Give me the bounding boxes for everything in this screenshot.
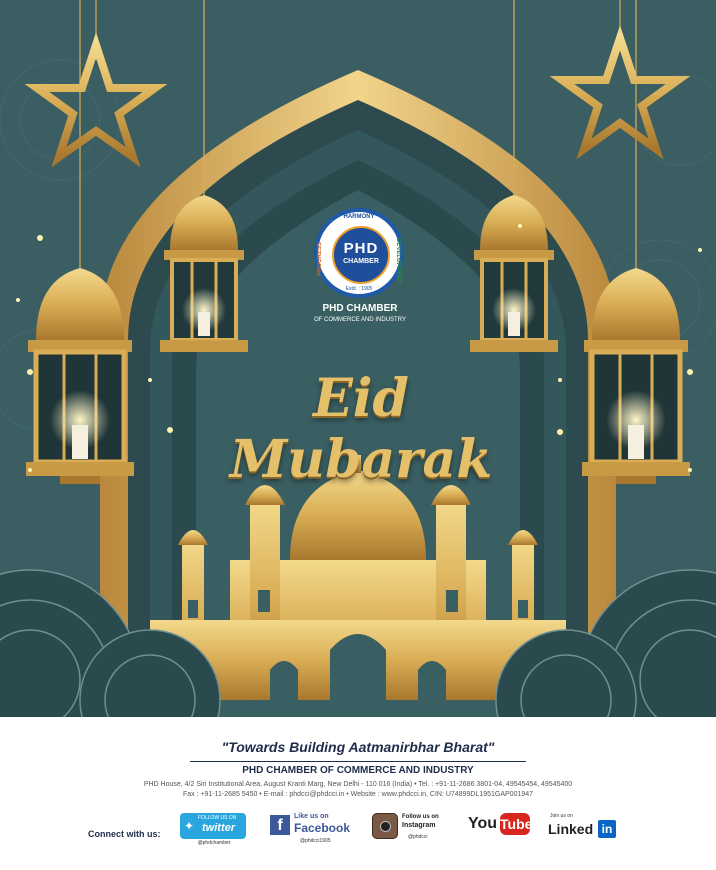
twitter-bird-icon: ✦: [184, 819, 195, 833]
instagram-handle: @phdcci: [408, 834, 428, 840]
twitter-link[interactable]: [180, 813, 248, 847]
youtube-link[interactable]: [468, 813, 534, 847]
address-line: PHD House, 4/2 Siri Institutional Area, August Kranti Marg, New Delhi - 110 016 (India) • Tel. : +91-11-2686 3801-04, 49545454, 49545400: [143, 781, 573, 788]
linkedin-icon: in: [598, 820, 616, 838]
tagline: "Towards Building Aatmanirbhar Bharat": [221, 739, 495, 755]
logo-ring-right: DEVELOPMENT: [395, 238, 401, 284]
instagram-line2: Instagram: [402, 822, 436, 829]
facebook-handle: @phdcci1905: [300, 838, 331, 844]
twitter-small-text: FOLLOW US ON: [198, 815, 237, 821]
org-name: PHD CHAMBER: [322, 303, 398, 314]
logo-ring-left: PROGRESS: [317, 242, 323, 277]
twitter-handle: @phdchamber: [197, 840, 231, 846]
logo-sub: CHAMBER: [343, 258, 379, 265]
logo-core: [332, 226, 390, 284]
youtube-you: You: [468, 815, 498, 832]
linkedin-join-text: Join us on: [550, 813, 573, 819]
facebook-like-text: Like us on: [294, 813, 329, 820]
youtube-tube: Tube: [500, 813, 530, 835]
twitter-word: twitter: [202, 822, 235, 834]
contact-line: Fax : +91-11-2685 5450 • E-mail : phdcci@phdcci.in • Website : www.phdcci.in, CIN: U74899DL1951GAP001947: [182, 791, 534, 798]
facebook-word: Facebook: [294, 821, 351, 835]
facebook-icon: f: [270, 815, 290, 835]
org-subtitle: OF COMMERCE AND INDUSTRY: [314, 317, 406, 323]
logo-ring-top: HARMONY: [343, 214, 375, 220]
footer: [0, 717, 716, 870]
twitter-badge: [180, 813, 246, 839]
logo-name: PHD: [343, 240, 379, 257]
greeting-title: Eid Mubarak: [229, 368, 493, 490]
instagram-link[interactable]: [372, 813, 452, 847]
org-full-name: PHD CHAMBER OF COMMERCE AND INDUSTRY: [242, 765, 474, 776]
logo-estd: Estd. : 1905: [345, 286, 373, 292]
divider: [190, 761, 526, 762]
linkedin-word: Linked: [548, 821, 594, 837]
instagram-line1: Follow us on: [402, 814, 439, 820]
linkedin-link[interactable]: [546, 813, 626, 847]
phd-chamber-logo: [314, 208, 404, 298]
instagram-camera-icon: [372, 813, 398, 839]
facebook-link[interactable]: [270, 813, 354, 847]
connect-label: Connect with us:: [88, 829, 161, 839]
